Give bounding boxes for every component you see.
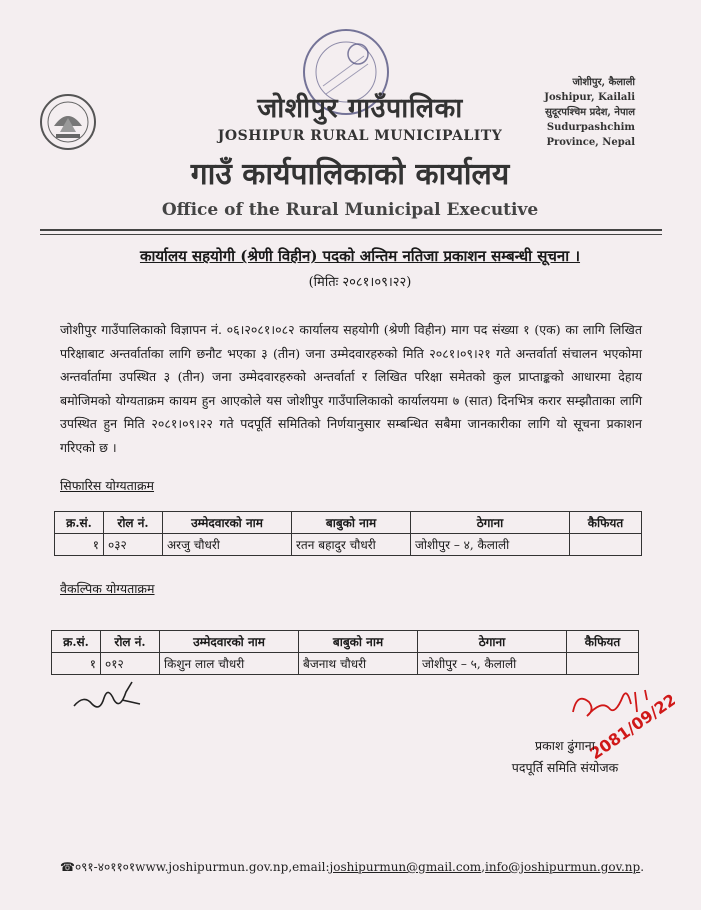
column-header: कैफियत — [570, 512, 642, 534]
email-link[interactable]: info@joshipurmun.gov.np — [485, 860, 641, 874]
column-header: कैफियत — [567, 631, 639, 653]
footer-contact — [60, 858, 644, 875]
signatory-title: पदपूर्ति समिति संयोजक — [511, 760, 619, 775]
column-header: क्र.सं. — [55, 512, 104, 534]
email-link[interactable]: joshipurmun@gmail.com — [329, 860, 482, 874]
nepal-emblem-icon — [38, 92, 98, 152]
column-header: रोल नं. — [104, 512, 163, 534]
notice-body: जोशीपुर गाउँपालिकाको विज्ञापन नं. ०६।२०८१।०८२ कार्यालय सहयोगी (श्रेणी विहीन) माग पद संख्या १ (एक) का लागि लिखित परिक्षाबाट अन्तर्वार्ताका लागि छनौट भएका ३ (तीन) जना उम्मेदवारहरुको मिति २०८१।०९।२१ गते अन्तर्वार्ता संचालन भएकोमा अन्तर्वार्तामा उपस्थित ३ (तीन) जना उम्मेदवारहरुको अन्तर्वार्ता र लिखित परिक्षा समेतको कुल प्राप्ताङ्कको आधारमा देहाय बमोजिमको योग्यताक्रम कायम हुन आएकोले यस जोशीपुर गाउँपालिकाको कार्यालयमा ७ (सात) दिनभित्र करार सम्झौताका लागि उपस्थित हुन मिति २०८१।०९।२२ गते पदपूर्ति समितिको निर्णयानुसार सम्बन्धित सबैमा जानकारीका लागि यो सूचना प्रकाशन गरिएको छ । — [60, 322, 642, 455]
address-line: जोशीपुर, कैलाली — [572, 77, 635, 88]
table-header-row — [55, 512, 642, 534]
table-row — [55, 534, 642, 556]
header-divider — [40, 229, 662, 231]
separator: , — [481, 860, 486, 874]
municipality-name-en: JOSHIPUR RURAL MUNICIPALITY — [217, 128, 503, 144]
column-header: रोल नं. — [101, 631, 160, 653]
address-line: Joshipur, Kailali — [544, 92, 635, 103]
table-row — [52, 653, 639, 675]
recommended-table — [54, 511, 642, 556]
table-cell: १ — [52, 653, 101, 675]
alternate-heading: वैकल्पिक योग्यताक्रम — [60, 581, 155, 596]
address-line: Sudurpashchim — [546, 122, 635, 133]
address-block — [544, 75, 635, 150]
column-header: उम्मेदवारको नाम — [163, 512, 292, 534]
alternate-table — [51, 630, 639, 675]
office-title-np: गाउँ कार्यपालिकाको कार्यालय — [190, 157, 510, 192]
initials-signature — [70, 676, 148, 716]
column-header: ठेगाना — [418, 631, 567, 653]
table-cell: किशुन लाल चौधरी — [160, 653, 299, 675]
table-header-row — [52, 631, 639, 653]
notice-title: कार्यालय सहयोगी (श्रेणी विहीन) पदको अन्तिम नतिजा प्रकाशन सम्बन्धी सूचना । — [139, 247, 581, 265]
header-divider — [40, 234, 662, 235]
phone-text: ☎०९१-४०११०१ — [60, 860, 136, 874]
table-cell: जोशीपुर – ४, कैलाली — [411, 534, 570, 556]
handwritten-date: 2081/09/22 — [586, 689, 675, 764]
recommended-heading: सिफारिस योग्यताक्रम — [60, 478, 155, 493]
office-title-en: Office of the Rural Municipal Executive — [161, 200, 539, 220]
signatory-name: प्रकाश ढुंगाना — [535, 738, 595, 753]
column-header: क्र.सं. — [52, 631, 101, 653]
notice-date: (मितिः २०८१।०९।२२) — [308, 275, 412, 290]
address-line: Province, Nepal — [546, 137, 635, 148]
footer-end: . — [640, 860, 645, 874]
table-cell: ०१२ — [101, 653, 160, 675]
column-header: बाबुको नाम — [292, 512, 411, 534]
table-cell — [567, 653, 639, 675]
table-cell: अरजु चौधरी — [163, 534, 292, 556]
column-header: उम्मेदवारको नाम — [160, 631, 299, 653]
table-cell: ०३२ — [104, 534, 163, 556]
column-header: ठेगाना — [411, 512, 570, 534]
column-header: बाबुको नाम — [299, 631, 418, 653]
table-cell: बैजनाथ चौधरी — [299, 653, 418, 675]
address-line: सुदूरपश्चिम प्रदेश, नेपाल — [545, 107, 635, 118]
table-cell: १ — [55, 534, 104, 556]
website-text: www.joshipurmun.gov.np,email: — [135, 860, 330, 874]
municipality-name-np: जोशीपुर गाउँपालिका — [257, 93, 463, 124]
table-cell — [570, 534, 642, 556]
table-cell: रतन बहादुर चौधरी — [292, 534, 411, 556]
table-cell: जोशीपुर – ५, कैलाली — [418, 653, 567, 675]
